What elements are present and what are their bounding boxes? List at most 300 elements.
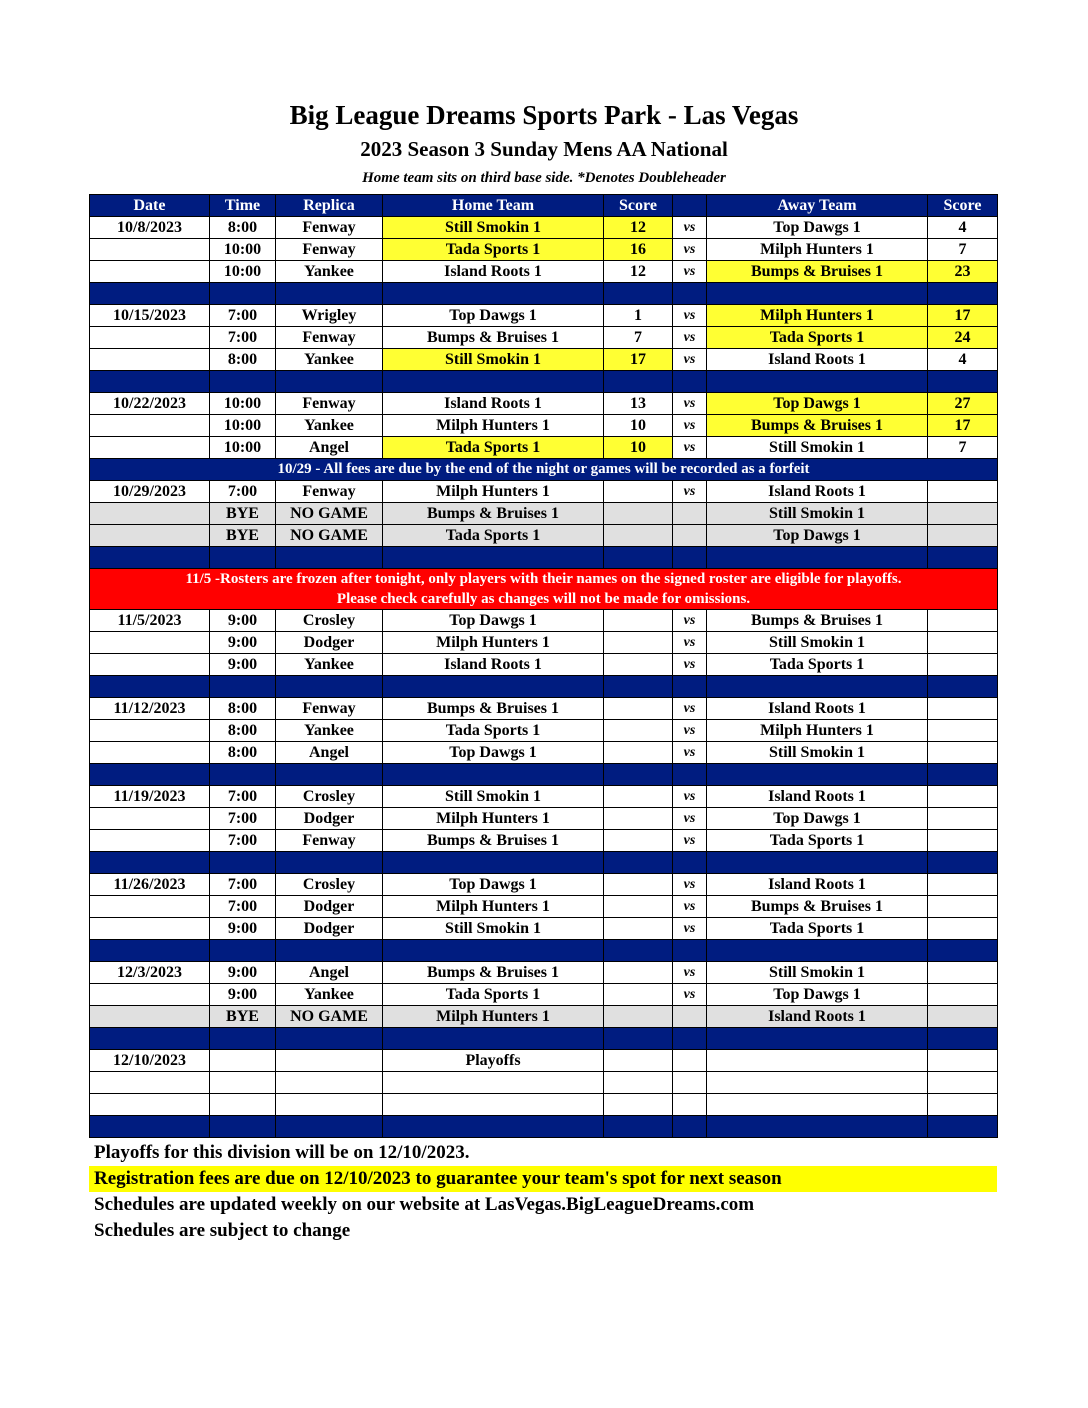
notice-line: 10/29 - All fees are due by the end of the night or games will be recorded as a forfeit	[277, 461, 810, 477]
game-row	[90, 393, 998, 415]
separator-row	[90, 852, 998, 874]
separator-cell	[707, 1116, 928, 1138]
away-team-cell: Still Smokin 1	[707, 742, 928, 764]
separator-row	[90, 1116, 998, 1138]
home-score-cell	[604, 720, 673, 742]
vs-cell: vs	[673, 808, 707, 830]
home-team-cell: Top Dawgs 1	[383, 305, 604, 327]
date-cell	[90, 654, 210, 676]
separator-cell	[673, 1116, 707, 1138]
away-score-cell	[928, 984, 998, 1006]
away-team-cell: Top Dawgs 1	[707, 525, 928, 547]
vs-cell: vs	[673, 610, 707, 632]
game-row	[90, 437, 998, 459]
separator-cell	[707, 676, 928, 698]
separator-cell	[383, 676, 604, 698]
time-cell: 8:00	[210, 742, 276, 764]
date-cell	[90, 327, 210, 349]
vs-cell: vs	[673, 305, 707, 327]
separator-cell	[707, 764, 928, 786]
vs-cell: vs	[673, 239, 707, 261]
home-score-cell	[604, 1094, 673, 1116]
home-team-cell: Bumps & Bruises 1	[383, 503, 604, 525]
away-team-cell	[707, 1094, 928, 1116]
separator-row	[90, 940, 998, 962]
separator-row	[90, 371, 998, 393]
time-cell: 7:00	[210, 327, 276, 349]
separator-cell	[928, 764, 998, 786]
home-score-cell	[604, 698, 673, 720]
time-cell: BYE	[210, 525, 276, 547]
separator-cell	[604, 764, 673, 786]
col-vs-header	[673, 195, 707, 217]
time-cell: 10:00	[210, 261, 276, 283]
away-score-cell	[928, 610, 998, 632]
away-team-cell: Island Roots 1	[707, 349, 928, 371]
separator-cell	[276, 1028, 383, 1050]
separator-cell	[210, 371, 276, 393]
away-team-cell: Milph Hunters 1	[707, 720, 928, 742]
away-score-cell	[928, 918, 998, 940]
separator-cell	[673, 676, 707, 698]
home-score-cell	[604, 610, 673, 632]
date-cell	[90, 918, 210, 940]
separator-cell	[604, 547, 673, 569]
away-score-cell	[928, 896, 998, 918]
time-cell	[210, 1072, 276, 1094]
separator-cell	[210, 1028, 276, 1050]
away-score-cell	[928, 654, 998, 676]
separator-cell	[673, 1028, 707, 1050]
separator-cell	[210, 676, 276, 698]
separator-cell	[210, 547, 276, 569]
time-cell: 7:00	[210, 481, 276, 503]
separator-cell	[383, 283, 604, 305]
game-row	[90, 349, 998, 371]
game-row	[90, 632, 998, 654]
home-score-cell	[604, 786, 673, 808]
separator-cell	[928, 1028, 998, 1050]
date-cell	[90, 808, 210, 830]
separator-cell	[90, 940, 210, 962]
replica-cell: Dodger	[276, 918, 383, 940]
separator-cell	[928, 852, 998, 874]
away-score-cell	[928, 503, 998, 525]
separator-cell	[707, 371, 928, 393]
away-team-cell: Bumps & Bruises 1	[707, 896, 928, 918]
date-cell: 11/19/2023	[90, 786, 210, 808]
home-team-cell: Tada Sports 1	[383, 525, 604, 547]
home-score-cell	[604, 874, 673, 896]
separator-cell	[604, 940, 673, 962]
date-cell	[90, 1072, 210, 1094]
away-team-cell: Top Dawgs 1	[707, 984, 928, 1006]
replica-cell: NO GAME	[276, 1006, 383, 1028]
date-cell	[90, 830, 210, 852]
col-date-header: Date	[90, 195, 210, 217]
separator-cell	[673, 283, 707, 305]
vs-cell	[673, 1094, 707, 1116]
date-cell	[90, 349, 210, 371]
separator-cell	[673, 852, 707, 874]
vs-cell: vs	[673, 984, 707, 1006]
separator-cell	[90, 676, 210, 698]
away-team-cell: Tada Sports 1	[707, 327, 928, 349]
separator-cell	[673, 371, 707, 393]
time-cell: 10:00	[210, 239, 276, 261]
away-score-cell	[928, 1006, 998, 1028]
home-score-cell	[604, 525, 673, 547]
col-home-header: Home Team	[383, 195, 604, 217]
separator-cell	[276, 676, 383, 698]
date-cell	[90, 742, 210, 764]
separator-cell	[928, 283, 998, 305]
time-cell: BYE	[210, 503, 276, 525]
home-team-cell: Tada Sports 1	[383, 437, 604, 459]
separator-cell	[673, 940, 707, 962]
vs-cell: vs	[673, 632, 707, 654]
separator-cell	[90, 764, 210, 786]
separator-cell	[604, 1028, 673, 1050]
away-score-cell	[928, 698, 998, 720]
time-cell: 8:00	[210, 349, 276, 371]
home-score-cell: 13	[604, 393, 673, 415]
vs-cell: vs	[673, 393, 707, 415]
home-team-cell: Island Roots 1	[383, 261, 604, 283]
separator-cell	[707, 1028, 928, 1050]
home-team-cell: Still Smokin 1	[383, 217, 604, 239]
bye-row	[90, 525, 998, 547]
time-cell: 7:00	[210, 305, 276, 327]
away-score-cell: 4	[928, 349, 998, 371]
away-team-cell: Tada Sports 1	[707, 830, 928, 852]
schedule-table	[89, 194, 998, 1138]
date-cell	[90, 503, 210, 525]
home-score-cell	[604, 503, 673, 525]
separator-cell	[383, 547, 604, 569]
time-cell	[210, 1050, 276, 1072]
vs-cell: vs	[673, 918, 707, 940]
time-cell: 10:00	[210, 437, 276, 459]
date-cell	[90, 1094, 210, 1116]
game-row	[90, 654, 998, 676]
game-row	[90, 261, 998, 283]
away-team-cell: Tada Sports 1	[707, 918, 928, 940]
game-row	[90, 742, 998, 764]
separator-row	[90, 764, 998, 786]
home-team-cell: Playoffs	[383, 1050, 604, 1072]
date-cell: 11/5/2023	[90, 610, 210, 632]
time-cell: 10:00	[210, 393, 276, 415]
vs-cell: vs	[673, 217, 707, 239]
game-row	[90, 481, 998, 503]
separator-cell	[383, 1116, 604, 1138]
away-team-cell: Island Roots 1	[707, 1006, 928, 1028]
replica-cell: Angel	[276, 742, 383, 764]
separator-cell	[673, 764, 707, 786]
page-title: Big League Dreams Sports Park - Las Vegas	[289, 100, 799, 130]
away-score-cell	[928, 720, 998, 742]
replica-cell: Fenway	[276, 239, 383, 261]
separator-row	[90, 676, 998, 698]
separator-cell	[383, 764, 604, 786]
away-score-cell	[928, 874, 998, 896]
separator-cell	[928, 940, 998, 962]
away-team-cell: Island Roots 1	[707, 874, 928, 896]
away-score-cell	[928, 786, 998, 808]
date-cell: 10/15/2023	[90, 305, 210, 327]
time-cell: 9:00	[210, 918, 276, 940]
away-team-cell: Bumps & Bruises 1	[707, 261, 928, 283]
time-cell: 7:00	[210, 874, 276, 896]
home-score-cell	[604, 654, 673, 676]
separator-cell	[383, 1028, 604, 1050]
away-score-cell: 27	[928, 393, 998, 415]
away-score-cell	[928, 1094, 998, 1116]
home-team-cell: Milph Hunters 1	[383, 632, 604, 654]
away-score-cell	[928, 1050, 998, 1072]
time-cell: 9:00	[210, 632, 276, 654]
game-row	[90, 610, 998, 632]
away-team-cell: Top Dawgs 1	[707, 393, 928, 415]
vs-cell: vs	[673, 349, 707, 371]
separator-row	[90, 1028, 998, 1050]
game-row	[90, 896, 998, 918]
time-cell: 7:00	[210, 786, 276, 808]
home-score-cell: 17	[604, 349, 673, 371]
notice-line: 11/5 -Rosters are frozen after tonight, only players with their names on the signed roster are eligible for playoffs.	[185, 571, 902, 587]
replica-cell: Fenway	[276, 327, 383, 349]
game-row	[90, 239, 998, 261]
separator-cell	[276, 1116, 383, 1138]
home-team-cell: Top Dawgs 1	[383, 742, 604, 764]
date-cell	[90, 1006, 210, 1028]
separator-cell	[276, 852, 383, 874]
date-cell	[90, 437, 210, 459]
date-cell: 11/12/2023	[90, 698, 210, 720]
schedule-note: Home team sits on third base side. *Denotes Doubleheader	[362, 170, 726, 186]
fee-notice-row	[90, 459, 998, 481]
away-score-cell	[928, 481, 998, 503]
separator-cell	[707, 852, 928, 874]
vs-cell: vs	[673, 896, 707, 918]
game-row	[90, 327, 998, 349]
time-cell: 7:00	[210, 830, 276, 852]
home-team-cell: Still Smokin 1	[383, 918, 604, 940]
game-row	[90, 305, 998, 327]
vs-cell	[673, 1050, 707, 1072]
date-cell	[90, 896, 210, 918]
vs-cell	[673, 525, 707, 547]
vs-cell	[673, 503, 707, 525]
home-score-cell	[604, 1050, 673, 1072]
date-cell	[90, 525, 210, 547]
col-away-score-header: Score	[928, 195, 998, 217]
col-replica-header: Replica	[276, 195, 383, 217]
vs-cell	[673, 1072, 707, 1094]
home-score-cell	[604, 1006, 673, 1028]
home-score-cell: 16	[604, 239, 673, 261]
replica-cell: Crosley	[276, 610, 383, 632]
away-score-cell	[928, 962, 998, 984]
replica-cell: Yankee	[276, 654, 383, 676]
replica-cell	[276, 1094, 383, 1116]
separator-cell	[673, 547, 707, 569]
away-score-cell	[928, 632, 998, 654]
away-team-cell: Island Roots 1	[707, 481, 928, 503]
vs-cell: vs	[673, 742, 707, 764]
home-team-cell: Tada Sports 1	[383, 239, 604, 261]
separator-cell	[90, 1116, 210, 1138]
separator-cell	[90, 371, 210, 393]
replica-cell: NO GAME	[276, 525, 383, 547]
separator-cell	[276, 940, 383, 962]
away-score-cell: 7	[928, 437, 998, 459]
vs-cell: vs	[673, 962, 707, 984]
game-row	[90, 830, 998, 852]
away-team-cell	[707, 1072, 928, 1094]
time-cell: 10:00	[210, 415, 276, 437]
footer-note: Playoffs for this division will be on 12/10/2023.	[94, 1142, 470, 1163]
separator-cell	[210, 1116, 276, 1138]
separator-cell	[604, 852, 673, 874]
separator-cell	[928, 547, 998, 569]
away-team-cell: Milph Hunters 1	[707, 239, 928, 261]
replica-cell: Fenway	[276, 830, 383, 852]
vs-cell: vs	[673, 261, 707, 283]
away-team-cell: Top Dawgs 1	[707, 808, 928, 830]
away-team-cell: Still Smokin 1	[707, 503, 928, 525]
separator-cell	[90, 283, 210, 305]
home-score-cell	[604, 918, 673, 940]
away-score-cell: 23	[928, 261, 998, 283]
replica-cell: Yankee	[276, 349, 383, 371]
separator-cell	[90, 1028, 210, 1050]
away-team-cell: Island Roots 1	[707, 786, 928, 808]
home-score-cell	[604, 481, 673, 503]
home-score-cell	[604, 984, 673, 1006]
separator-cell	[90, 547, 210, 569]
separator-row	[90, 283, 998, 305]
date-cell	[90, 415, 210, 437]
vs-cell: vs	[673, 654, 707, 676]
home-score-cell	[604, 808, 673, 830]
replica-cell: Fenway	[276, 481, 383, 503]
replica-cell: Angel	[276, 962, 383, 984]
fee-notice-text	[90, 459, 998, 481]
time-cell	[210, 1094, 276, 1116]
date-cell	[90, 720, 210, 742]
game-row	[90, 1094, 998, 1116]
separator-cell	[383, 940, 604, 962]
home-team-cell: Bumps & Bruises 1	[383, 698, 604, 720]
game-row	[90, 1050, 998, 1072]
home-team-cell: Milph Hunters 1	[383, 1006, 604, 1028]
home-score-cell: 7	[604, 327, 673, 349]
home-team-cell: Tada Sports 1	[383, 720, 604, 742]
game-row	[90, 918, 998, 940]
replica-cell: Dodger	[276, 808, 383, 830]
away-team-cell: Still Smokin 1	[707, 437, 928, 459]
replica-cell: Crosley	[276, 874, 383, 896]
home-score-cell: 10	[604, 437, 673, 459]
roster-alert-text	[90, 569, 998, 610]
replica-cell: Angel	[276, 437, 383, 459]
away-score-cell	[928, 525, 998, 547]
replica-cell: Fenway	[276, 698, 383, 720]
replica-cell	[276, 1072, 383, 1094]
separator-cell	[210, 283, 276, 305]
separator-cell	[276, 371, 383, 393]
time-cell: 8:00	[210, 217, 276, 239]
home-team-cell: Bumps & Bruises 1	[383, 962, 604, 984]
game-row	[90, 984, 998, 1006]
date-cell: 10/22/2023	[90, 393, 210, 415]
home-score-cell: 1	[604, 305, 673, 327]
col-time-header: Time	[210, 195, 276, 217]
away-team-cell: Milph Hunters 1	[707, 305, 928, 327]
date-cell	[90, 632, 210, 654]
home-score-cell	[604, 742, 673, 764]
away-team-cell: Bumps & Bruises 1	[707, 415, 928, 437]
home-team-cell: Milph Hunters 1	[383, 896, 604, 918]
game-row	[90, 415, 998, 437]
separator-cell	[707, 940, 928, 962]
home-team-cell: Top Dawgs 1	[383, 610, 604, 632]
away-team-cell: Island Roots 1	[707, 698, 928, 720]
time-cell: 7:00	[210, 808, 276, 830]
separator-row	[90, 547, 998, 569]
separator-cell	[707, 283, 928, 305]
separator-cell	[210, 764, 276, 786]
time-cell: 8:00	[210, 698, 276, 720]
away-score-cell: 17	[928, 305, 998, 327]
home-score-cell	[604, 830, 673, 852]
replica-cell	[276, 1050, 383, 1072]
registration-fee-note: Registration fees are due on 12/10/2023 to guarantee your team's spot for next season	[89, 1166, 997, 1192]
away-team-cell	[707, 1050, 928, 1072]
away-score-cell	[928, 1072, 998, 1094]
time-cell: 9:00	[210, 654, 276, 676]
home-score-cell	[604, 632, 673, 654]
home-team-cell	[383, 1072, 604, 1094]
footer-note: Schedules are updated weekly on our website at LasVegas.BigLeagueDreams.com	[94, 1194, 755, 1215]
vs-cell: vs	[673, 415, 707, 437]
replica-cell: Wrigley	[276, 305, 383, 327]
vs-cell: vs	[673, 327, 707, 349]
away-score-cell: 7	[928, 239, 998, 261]
schedule-body	[90, 217, 998, 1138]
game-row	[90, 698, 998, 720]
date-cell	[90, 984, 210, 1006]
away-team-cell: Still Smokin 1	[707, 962, 928, 984]
separator-cell	[276, 547, 383, 569]
separator-cell	[604, 371, 673, 393]
separator-cell	[383, 852, 604, 874]
date-cell: 10/8/2023	[90, 217, 210, 239]
roster-alert-row	[90, 569, 998, 610]
home-team-cell: Island Roots 1	[383, 393, 604, 415]
away-score-cell	[928, 808, 998, 830]
home-team-cell: Island Roots 1	[383, 654, 604, 676]
home-team-cell: Milph Hunters 1	[383, 415, 604, 437]
replica-cell: Fenway	[276, 393, 383, 415]
home-team-cell: Top Dawgs 1	[383, 874, 604, 896]
away-team-cell: Tada Sports 1	[707, 654, 928, 676]
time-cell: 9:00	[210, 610, 276, 632]
separator-cell	[383, 371, 604, 393]
replica-cell: Dodger	[276, 632, 383, 654]
